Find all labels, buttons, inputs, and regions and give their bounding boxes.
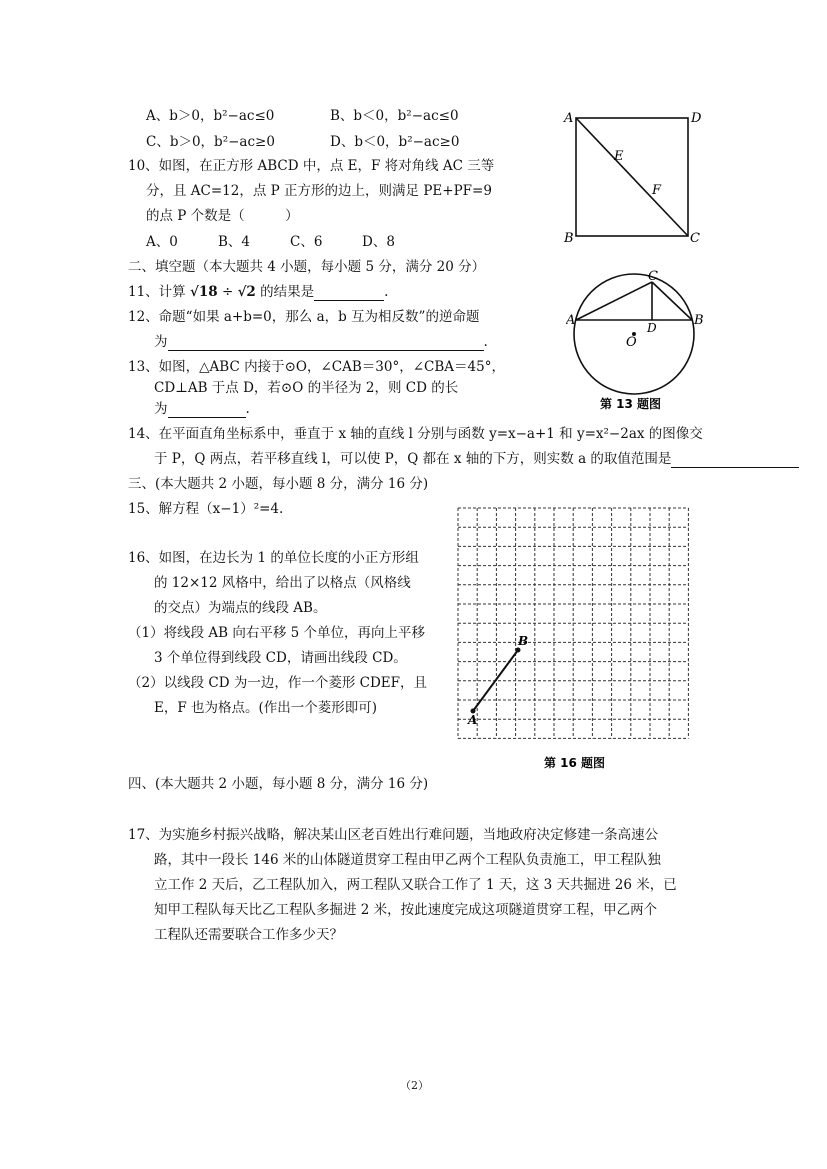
q17-line4: 知甲工程队每天比乙工程队多掘进 2 米，按此速度完成这项隧道贯穿工程，甲乙两个 [154, 902, 658, 918]
label-o: O [626, 335, 637, 350]
q12-line2 [154, 333, 488, 351]
section-3-heading: 三、(本大题共 2 小题，每小题 8 分，满分 16 分) [128, 476, 429, 492]
q9-option-b: B、b＜0，b²−ac≤0 [330, 108, 459, 124]
q13-circle-figure [566, 268, 706, 416]
q16-part1-line1: （1）将线段 AB 向右平移 5 个单位，再向上平移 [128, 625, 426, 641]
q14-line1: 14、在平面直角坐标系中，垂直于 x 轴的直线 l 分别与函数 y=x−a+1 和 y=x²−2ax 的图像交 [128, 426, 703, 442]
q10-line2: 分，且 AC=12，点 P 正方形的边上，则满足 PE+PF=9 [146, 183, 492, 199]
q13-line3 [154, 400, 250, 418]
q17-line1: 17、为实施乡村振兴战略，解决某山区老百姓出行难问题，当地政府决定修建一条高速公 [128, 827, 659, 843]
q17-line3: 立工作 2 天后，乙工程队加入，两工程队又联合工作了 1 天，这 3 天共掘进 26 米，已 [154, 877, 677, 893]
q9-option-d: D、b＜0，b²−ac≥0 [330, 134, 460, 150]
q14-answer-blank[interactable] [671, 453, 799, 468]
q11-divide: ÷ [221, 284, 234, 300]
q10-option-d: D、8 [362, 234, 395, 250]
label-d: D [691, 111, 702, 126]
page-number: （2） [400, 1079, 429, 1092]
q10-square-figure [560, 108, 710, 248]
label-b: B [564, 231, 574, 246]
label-c: C [690, 231, 700, 246]
q11-answer-blank[interactable] [314, 286, 384, 301]
q16-grid-figure [452, 502, 694, 774]
q17-line5: 工程队还需要联合工作多少天？ [154, 927, 343, 943]
q16-line3: 的交点）为端点的线段 AB。 [154, 600, 327, 616]
q16-line2: 的 12×12 风格中，给出了以格点（风格线 [154, 575, 411, 591]
q16-part2-line2: E，F 也为格点。(作出一个菱形即可) [154, 700, 378, 716]
point-b [516, 648, 521, 653]
diagonal-ac [576, 118, 688, 236]
q9-option-a: A、b＞0，b²−ac≤0 [146, 108, 275, 124]
q12-prefix: 为 [154, 334, 168, 350]
q12-answer-blank[interactable] [168, 336, 484, 351]
q13-caption: 第 13 题图 [600, 397, 662, 411]
q16-caption: 第 16 题图 [544, 756, 606, 770]
section-4-heading: 四、(本大题共 2 小题，每小题 8 分，满分 16 分) [128, 776, 429, 792]
q11-line [128, 283, 388, 301]
q10-option-c: C、6 [290, 234, 323, 250]
q16-part1-line2: 3 个单位得到线段 CD，请画出线段 CD。 [154, 650, 407, 666]
q11-sqrt-18: √18 [189, 284, 218, 300]
grid-lines [458, 508, 688, 738]
q12-end: . [483, 334, 488, 350]
q11-suffix: 的结果是 [260, 284, 315, 300]
label-a: A [468, 713, 478, 727]
q14-line2 [154, 450, 799, 468]
section-2-heading: 二、填空题（本大题共 4 小题，每小题 5 分，满分 20 分） [128, 259, 486, 275]
q10-option-a: A、0 [146, 234, 178, 250]
label-b: B [518, 634, 529, 648]
label-a: A [566, 313, 576, 328]
label-d: D [647, 321, 657, 335]
label-f: F [652, 183, 662, 198]
side-ac [576, 282, 652, 320]
label-e: E [614, 149, 624, 164]
q16-line1: 16、如图，在边长为 1 的单位长度的小正方形组 [128, 550, 419, 566]
q11-end: . [384, 284, 389, 300]
q14-text: 于 P，Q 两点，若平移直线 l，可以使 P，Q 都在 x 轴的下方，则实数 a 的取值范围是 [154, 451, 672, 467]
q11-sqrt-2: √2 [237, 284, 256, 300]
q13-line2: CD⊥AB 于点 D，若⊙O 的半径为 2，则 CD 的长 [154, 380, 459, 396]
label-c: C [648, 269, 658, 284]
q10-line1: 10、如图，在正方形 ABCD 中，点 E，F 将对角线 AC 三等 [128, 158, 495, 174]
q12-line1: 12、命题“如果 a+b=0，那么 a，b 互为相反数”的逆命题 [128, 309, 480, 325]
q10-option-b: B、4 [218, 234, 251, 250]
label-b: B [694, 313, 704, 328]
q10-line3: 的点 P 个数是（ ） [146, 208, 299, 224]
q9-option-c: C、b＞0，b²−ac≥0 [146, 134, 275, 150]
q15-text: 15、解方程（x−1）²=4. [128, 501, 284, 517]
q13-answer-blank[interactable] [168, 403, 246, 418]
q13-line1: 13、如图，△ABC 内接于⊙O，∠CAB＝30°，∠CBA＝45°， [128, 359, 505, 375]
q16-part2-line1: （2）以线段 CD 为一边，作一个菱形 CDEF，且 [128, 675, 427, 691]
q13-end: . [245, 401, 250, 417]
q13-prefix: 为 [154, 401, 168, 417]
q17-line2: 路，其中一段长 146 米的山体隧道贯穿工程由甲乙两个工程队负责施工，甲工程队独 [154, 852, 661, 868]
q11-prefix: 11、计算 [128, 284, 186, 300]
label-a: A [564, 111, 574, 126]
